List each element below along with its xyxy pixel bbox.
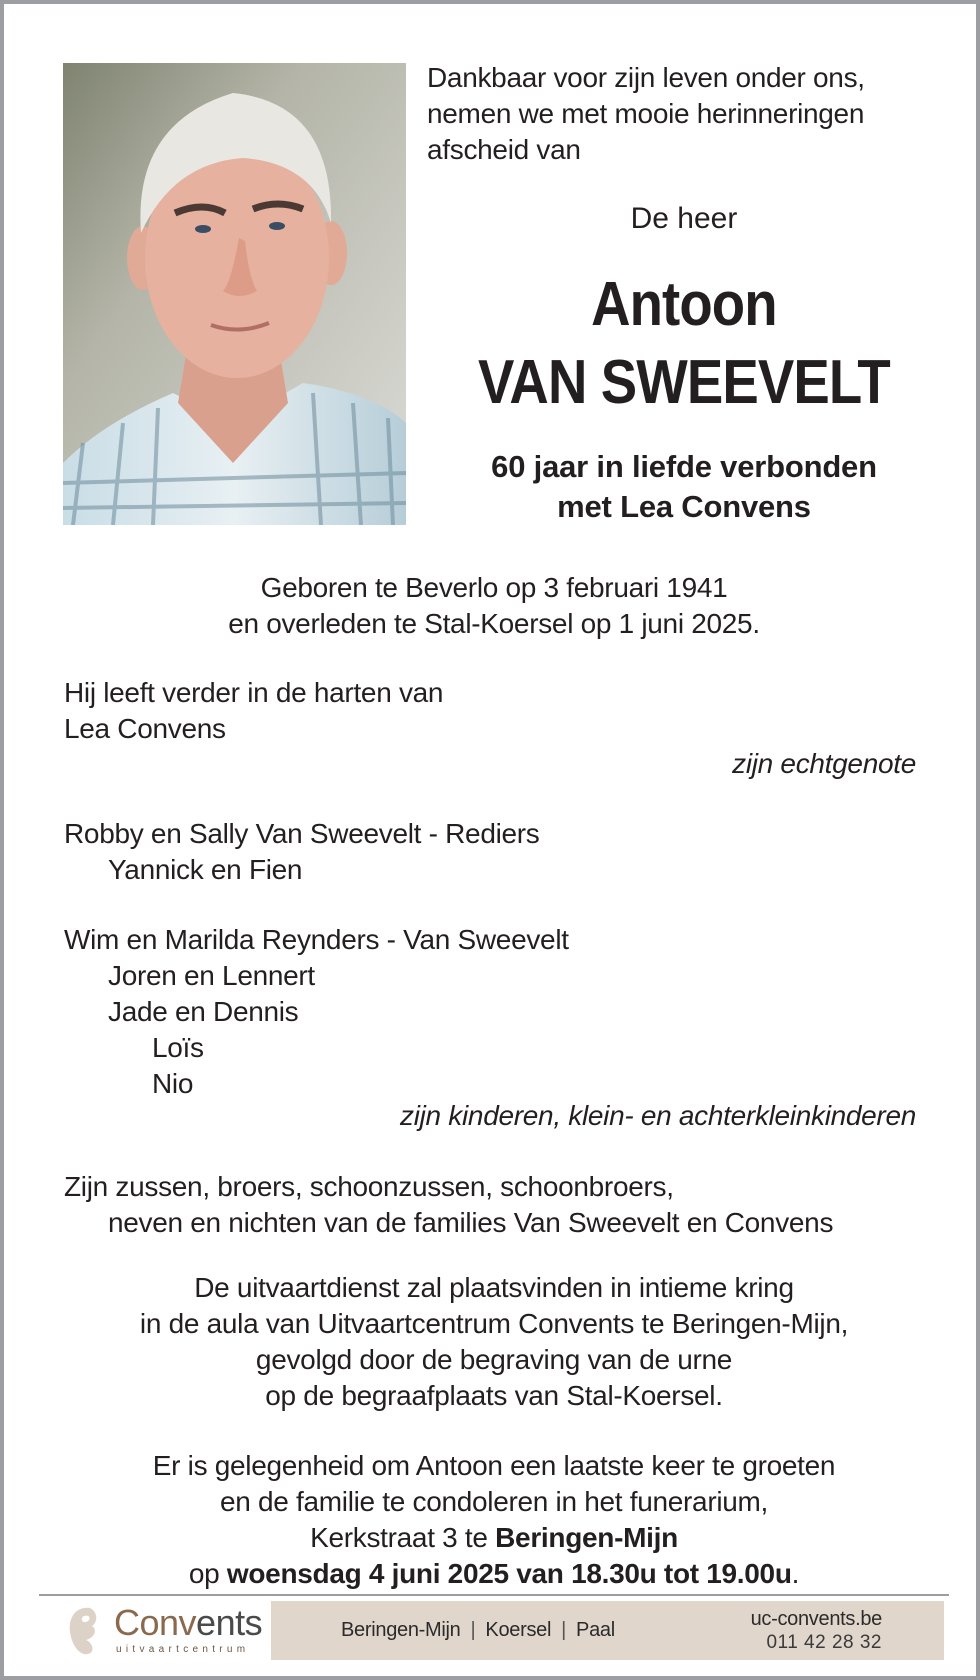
deceased-name [446,266,921,422]
service-line: in de aula van Uitvaartcentrum Convents te Beringen-Mijn, [139,1308,849,1339]
service-info [44,1270,944,1414]
footer-locations: Beringen-Mijn | Koersel | Paal [341,1619,615,1641]
death-line: en overleden te Stal-Koersel op 1 juni 2025. [228,608,760,639]
visitation-line: Er is gelegenheid om Antoon een laatste keer te groeten [152,1450,836,1481]
salutation: De heer [630,202,738,235]
visitation-datetime: woensdag 4 juni 2025 van 18.30u tot 19.00u [226,1558,792,1589]
marriage-note [414,447,954,527]
visitation-time: op woensdag 4 juni 2025 van 18.30u tot 19.00u. [188,1558,800,1589]
last-name: VAN SWEEVELT [477,348,890,417]
great-grandchild: Loïs [152,1032,204,1063]
portrait-photo [63,63,406,525]
logo-swirl-icon [66,1604,102,1658]
footer-website-link[interactable]: uc-convents.be [750,1608,882,1630]
extended-family [64,1169,833,1241]
portrait-illustration-icon [63,63,406,525]
visitation-address: Kerkstraat 3 te Beringen-Mijn [310,1522,678,1553]
visitation-info [44,1448,944,1592]
spouse-relation: zijn echtgenote [732,748,916,779]
child-family-2 [64,922,569,1102]
service-line: De uitvaartdienst zal plaatsvinden in intieme kring [194,1272,794,1303]
marriage-line: 60 jaar in liefde verbonden [491,449,877,484]
intro-line: nemen we met mooie herinneringen [427,98,865,129]
service-line: gevolgd door de begraving van de urne [255,1344,733,1375]
child-family-1 [64,816,540,888]
marriage-line: met Lea Convens [557,489,811,524]
child-couple: Robby en Sally Van Sweevelt - Rediers [64,818,540,849]
first-name: Antoon [591,270,777,339]
footer-divider [39,1594,949,1596]
children-relation: zijn kinderen, klein- en achterkleinkinderen [400,1100,916,1131]
logo-wordmark: Convents [114,1602,263,1643]
grandchildren: Jade en Dennis [108,996,299,1027]
location-koersel: Koersel [485,1619,552,1641]
birth-death-text [44,570,944,642]
visitation-line: en de familie te condoleren in het funerarium, [219,1486,769,1517]
intro-text [427,60,865,168]
visitation-location: Beringen-Mijn [495,1522,678,1553]
service-line: op de begraafplaats van Stal-Koersel. [265,1380,723,1411]
footer-phone: 011 42 28 32 [766,1632,882,1653]
intro-line: afscheid van [427,134,581,165]
footer-contact-band [271,1601,944,1660]
family-line: Zijn zussen, broers, schoonzussen, schoonbroers, [64,1171,674,1202]
great-grandchild: Nio [152,1068,194,1099]
grandchildren: Yannick en Fien [108,854,303,885]
spouse-intro: Hij leeft verder in de harten van [64,677,444,708]
spouse-name: Lea Convens [64,713,226,744]
spouse-block [64,675,443,747]
location-beringen-mijn: Beringen-Mijn [341,1619,461,1641]
family-line: neven en nichten van de families Van Sweevelt en Convens [108,1207,834,1238]
conventS-logo [64,1602,264,1660]
location-paal: Paal [576,1619,615,1641]
child-couple: Wim en Marilda Reynders - Van Sweevelt [64,924,569,955]
logo-subtitle: uitvaartcentrum [116,1644,250,1655]
birth-line: Geboren te Beverlo op 3 februari 1941 [260,572,728,603]
grandchildren: Joren en Lennert [108,960,315,991]
intro-line: Dankbaar voor zijn leven onder ons, [427,62,865,93]
